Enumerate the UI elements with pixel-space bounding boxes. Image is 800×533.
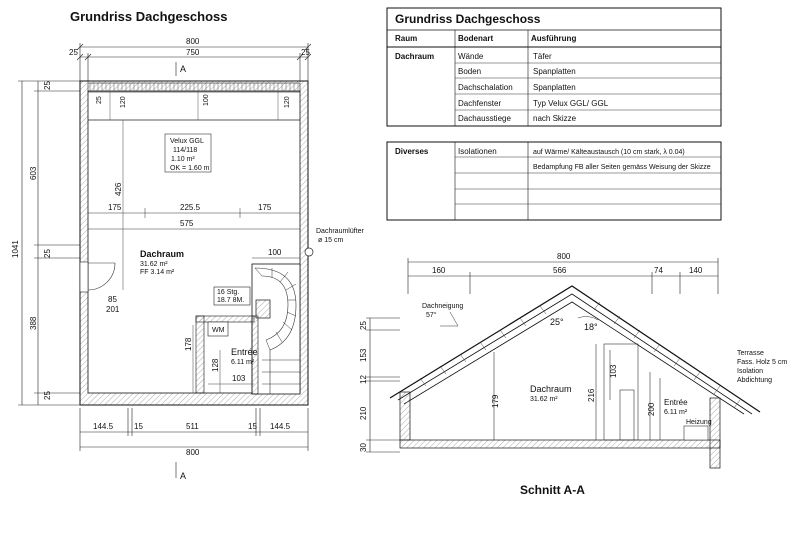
velux-line-1: Velux GGL [170,138,204,145]
plan-dim-bottom-144b: 144.5 [270,422,291,431]
plan-room-name: Dachraum [140,249,185,259]
spec-dachraum-row2-b: Spanplatten [533,67,576,76]
plan-dim-balcony-100: 100 [203,94,210,106]
section-heizung: Heizung [686,419,712,426]
stair-rise: 18.7 8M. [217,297,245,304]
section-entry-name: Entrée [664,398,688,407]
section-dim-216: 216 [587,388,596,402]
vent-size: ø 15 cm [318,237,344,244]
section-dim-74: 74 [654,266,663,275]
section-dim-200: 200 [647,402,656,416]
section-dim-25: 25 [359,321,368,330]
plan-dim-left-25c: 25 [43,391,52,400]
section-terrace-1: Terrasse [737,350,764,357]
door-opening-left [80,262,88,292]
plan-dim-door-85: 85 [108,295,117,304]
section-top-dimensions [408,258,718,294]
section-marker-bottom: A [180,471,187,481]
spec-dachraum-row4-b: Typ Velux GGL/ GGL [533,99,609,108]
section-room-name: Dachraum [530,384,572,394]
plan-dim-bottom-15b: 15 [248,422,257,431]
section-slope-symbol [440,312,458,326]
section-terrace-2: Fass. Holz 5 cm [737,359,788,366]
section-angle-18: 18° [584,322,598,332]
section-dim-566: 566 [553,266,567,275]
section-slope-label: Dachneigung [422,303,464,310]
floor-plan [11,9,365,481]
velux-line-3: 1.10 m² [171,156,195,163]
spec-header-bodenart: Bodenart [458,34,494,43]
plan-dim-bottom-total: 800 [186,448,200,457]
section-dim-153: 153 [359,348,368,362]
stair-block [252,264,300,394]
spec-dachraum-row4-a: Dachfenster [458,99,502,108]
spec-table-title: Grundriss Dachgeschoss [395,12,541,26]
section-dim-179: 179 [491,394,500,408]
plan-dim-balcony-25: 25 [96,96,103,104]
plan-title: Grundriss Dachgeschoss [70,9,228,24]
plan-dim-balcony-120b: 120 [284,96,291,108]
section-dim-30: 30 [359,443,368,452]
section-title: Schnitt A-A [520,483,585,497]
plan-dim-2255: 225.5 [180,203,201,212]
plan-room-ff: FF 3.14 m² [140,269,175,276]
spec-diverses-row1-b: auf Wärme/ Kälteaustausch (10 cm stark, λ 0.04) [533,149,685,156]
spec-dachraum-row1-a: Wände [458,52,484,61]
plan-dim-178: 178 [184,337,193,351]
stair-count: 16 Stg. [217,289,240,296]
section-dim-103: 103 [609,364,618,378]
entry-area: 6.11 m² [231,359,255,366]
plan-dim-bottom-144a: 144.5 [93,422,114,431]
plan-balcony-railing [88,83,300,92]
plan-dim-575: 575 [180,219,194,228]
plan-dim-left-388: 388 [29,316,38,330]
plan-dim-426: 426 [114,182,123,196]
wm-label: WM [212,327,225,334]
velux-line-4: OK = 1.60 m [170,165,210,172]
section-dim-12: 12 [359,375,368,384]
section-angle-25: 25° [550,317,564,327]
section-a-a [359,252,787,497]
spec-dachraum-row2-a: Boden [458,67,482,76]
spec-diverses-row1-a: Isolationen [458,147,497,156]
plan-dim-top-wall-right: 25 [301,48,310,57]
spec-header-ausfuehrung: Ausführung [531,34,577,43]
spec-table [387,8,721,220]
section-terrace-3: Isolation [737,368,764,375]
plan-dim-175a: 175 [108,203,122,212]
plan-room-area: 31.62 m² [140,261,168,268]
plan-dim-left-603: 603 [29,166,38,180]
spec-room-dachraum: Dachraum [395,52,435,61]
section-dim-140: 140 [689,266,703,275]
plan-dim-bottom-511: 511 [186,422,199,431]
spec-dachraum-row1-b: Täfer [533,52,552,61]
plan-dim-door-201: 201 [106,305,120,314]
spec-dachraum-row3-b: Spanplatten [533,83,576,92]
spec-header-raum: Raum [395,34,418,43]
plan-dim-103: 103 [232,374,246,383]
velux-line-2: 114/118 [173,147,198,154]
plan-dim-128: 128 [211,358,220,372]
section-slope-value: 57° [426,312,437,319]
spec-dachraum-row5-a: Dachausstiege [458,114,511,123]
entry-name: Entrée [231,347,258,357]
section-terrace-4: Abdichtung [737,377,773,384]
section-marker-top: A [180,64,187,74]
spec-room-diverses: Diverses [395,147,429,156]
section-dim-top-total: 800 [557,252,571,261]
section-dim-160: 160 [432,266,446,275]
section-entry-area: 6.11 m² [664,409,688,416]
spec-dachraum-row5-b: nach Skizze [533,114,577,123]
spec-dachraum-row3-a: Dachschalation [458,83,513,92]
heizung-box [684,426,708,440]
plan-left-dimensions [18,81,80,405]
plan-dim-175b: 175 [258,203,272,212]
section-left-dimensions [366,318,400,452]
plan-dim-left-total: 1041 [11,240,20,258]
plan-dim-top-total: 800 [186,37,200,46]
plan-dim-left-25b: 25 [43,249,52,258]
vent-label: Dachraumlüfter [316,228,364,235]
section-dim-210: 210 [359,406,368,420]
section-room-area: 31.62 m² [530,396,558,403]
plan-dim-left-25a: 25 [43,81,52,90]
plan-dim-balcony-120a: 120 [120,96,127,108]
vent-icon [305,248,313,256]
plan-dim-stair-100: 100 [268,248,282,257]
plan-dim-bottom-15a: 15 [134,422,143,431]
plan-dim-top-inner: 750 [186,48,200,57]
spec-diverses-row2-b: Bedampfung FB aller Seiten gemäss Weisung der Skizze [533,164,711,171]
plan-dim-top-wall-left: 25 [69,48,78,57]
section-interior [494,344,660,440]
